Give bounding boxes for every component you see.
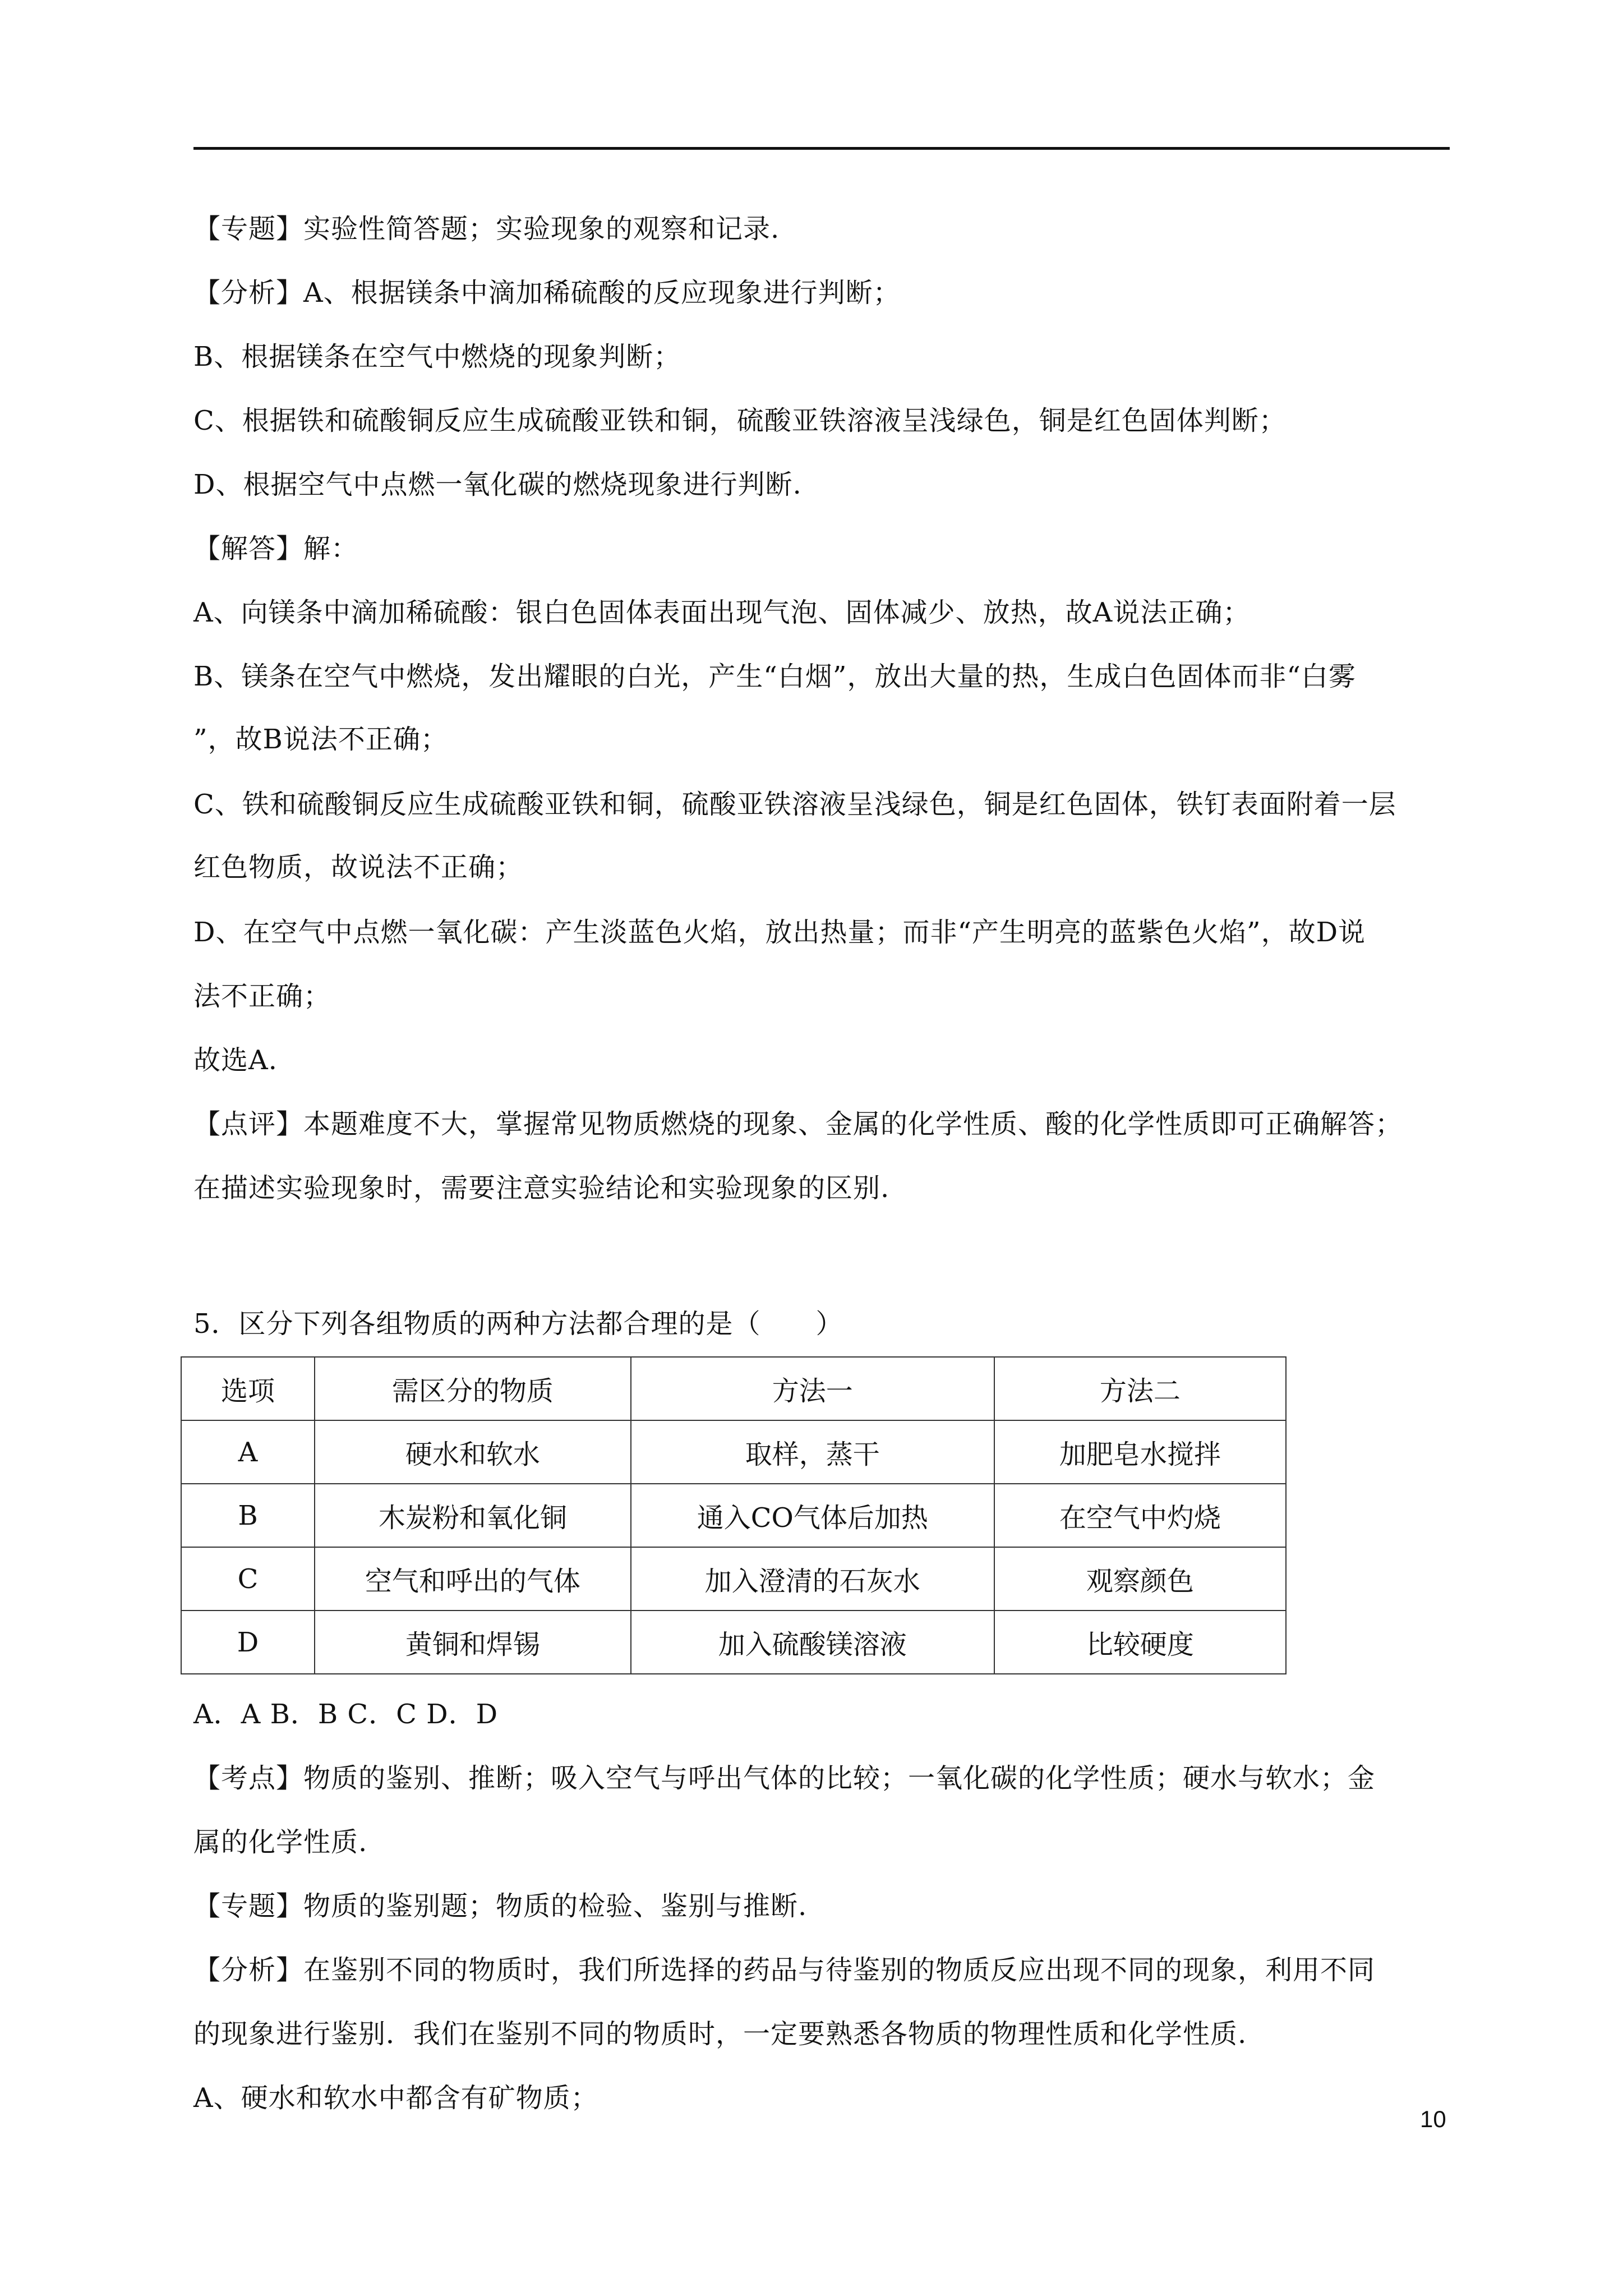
table-cell: 加入澄清的石灰水 [631,1547,994,1611]
table-cell: 观察颜色 [994,1547,1286,1611]
text-line: 属的化学性质. [193,1826,368,1858]
table-cell: 空气和呼出的气体 [315,1547,631,1611]
answer-options: A．A B．B C．C D．D [193,1699,499,1730]
text-line: D、根据空气中点燃一氧化碳的燃烧现象进行判断. [193,469,802,500]
text-line: A、向镁条中滴加稀硫酸：银白色固体表面出现气泡、固体减少、放热，故A说法正确； [193,597,1251,628]
table-cell: 通入CO气体后加热 [631,1484,994,1547]
text-line: 【分析】A、根据镁条中滴加稀硫酸的反应现象进行判断； [193,277,901,309]
text-line: 【分析】在鉴别不同的物质时，我们所选择的药品与待鉴别的物质反应出现不同的现象，利用不同 [193,1954,1376,1986]
text-line: 【解答】解： [193,533,359,564]
question-title: 5．区分下列各组物质的两种方法都合理的是（ ） [193,1308,843,1340]
table-cell: C [181,1547,315,1611]
text-line: 在描述实验现象时，需要注意实验结论和实验现象的区别. [193,1172,890,1204]
text-line: 法不正确； [193,981,331,1012]
text-line: 【专题】实验性简答题；实验现象的观察和记录. [193,213,780,245]
table-cell: 取样，蒸干 [631,1420,994,1484]
text-line: B、根据镁条在空气中燃烧的现象判断； [193,341,681,372]
question-table [181,1356,1287,1674]
page-number: 10 [1420,2106,1446,2132]
text-line: 【点评】本题难度不大，掌握常见物质燃烧的现象、金属的化学性质、酸的化学性质即可正确解答； [193,1108,1403,1140]
table-cell: 加入硫酸镁溶液 [631,1611,994,1674]
text-line: A、硬水和软水中都含有矿物质； [193,2082,598,2114]
table-cell: D [181,1611,315,1674]
text-line: 红色物质，故说法不正确； [193,852,524,883]
table-cell: 黄铜和焊锡 [315,1611,631,1674]
text-line: 故选A. [193,1045,278,1076]
table-row [181,1484,1286,1547]
text-line: 【考点】物质的鉴别、推断；吸入空气与呼出气体的比较；一氧化碳的化学性质；硬水与软水；金 [193,1763,1376,1794]
table-header-cell: 方法二 [994,1357,1286,1420]
text-line: C、铁和硫酸铜反应生成硫酸亚铁和铜，硫酸亚铁溶液呈浅绿色，铜是红色固体，铁钉表面附着一层 [193,789,1396,820]
text-line: C、根据铁和硫酸铜反应生成硫酸亚铁和铜，硫酸亚铁溶液呈浅绿色，铜是红色固体判断； [193,405,1287,436]
table-cell: 硬水和软水 [315,1420,631,1484]
table-cell: A [181,1420,315,1484]
table-row [181,1547,1286,1611]
text-line: 【专题】物质的鉴别题；物质的检验、鉴别与推断. [193,1890,808,1922]
table-header-cell: 需区分的物质 [315,1357,631,1420]
table-row [181,1420,1286,1484]
text-line: ”，故B说法不正确； [193,724,448,755]
table-cell: 加肥皂水搅拌 [994,1420,1286,1484]
header-rule [193,147,1450,150]
text-line: B、镁条在空气中燃烧，发出耀眼的白光，产生“白烟”，放出大量的热，生成白色固体而非“白雾 [193,661,1356,692]
table-row [181,1611,1286,1674]
table-cell: 在空气中灼烧 [994,1484,1286,1547]
table-cell: 比较硬度 [994,1611,1286,1674]
table-header-row [181,1357,1286,1420]
table-header-cell: 方法一 [631,1357,994,1420]
table-cell: 木炭粉和氧化铜 [315,1484,631,1547]
table-cell: B [181,1484,315,1547]
text-line: D、在空气中点燃一氧化碳：产生淡蓝色火焰，放出热量；而非“产生明亮的蓝紫色火焰”，故D说 [193,917,1366,948]
table-header-cell: 选项 [181,1357,315,1420]
text-line: 的现象进行鉴别．我们在鉴别不同的物质时，一定要熟悉各物质的物理性质和化学性质. [193,2018,1247,2050]
